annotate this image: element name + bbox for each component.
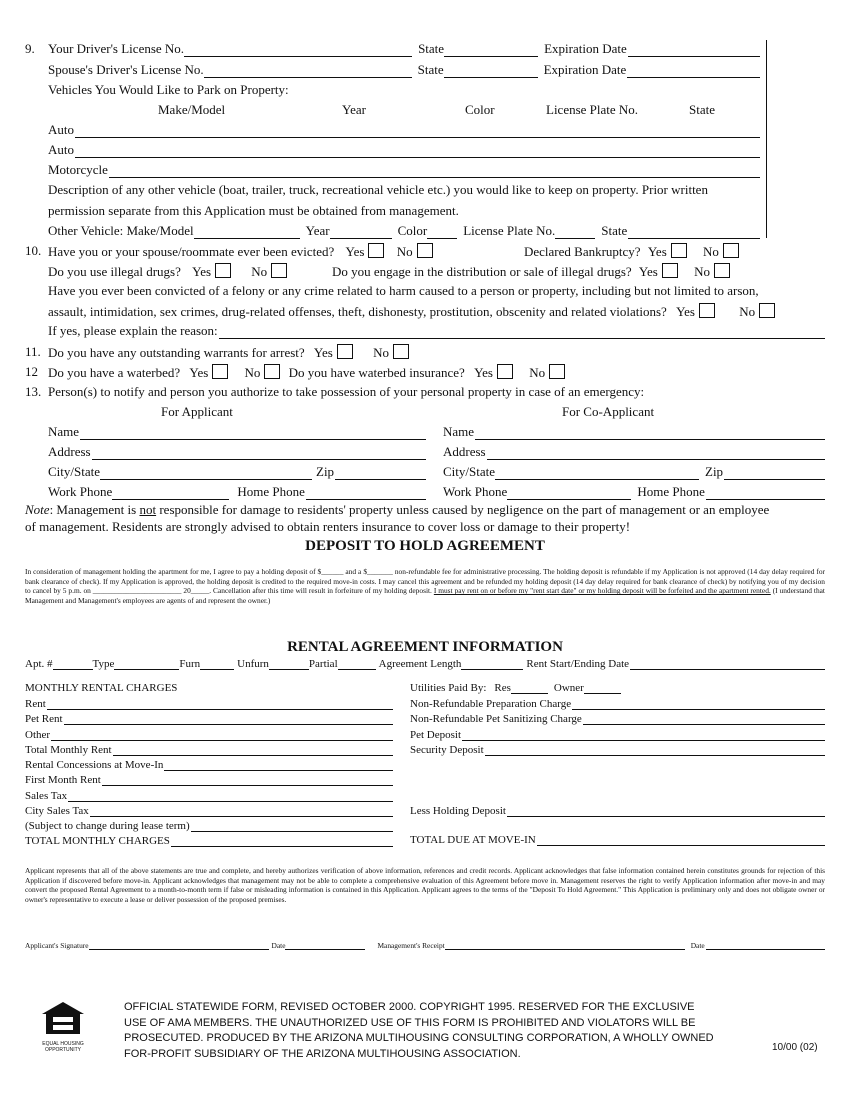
drugs-yes-checkbox[interactable] [215, 263, 231, 278]
deposit-charge-field[interactable] [485, 743, 825, 756]
applicant-zip-field[interactable] [335, 467, 426, 480]
item-number-13: 13. [25, 384, 42, 399]
applicant-signature-field[interactable] [89, 941, 269, 950]
deposit-charge-field[interactable] [583, 712, 825, 725]
charge-label: Sales Tax [25, 790, 68, 802]
footer-line-2: USE OF AMA MEMBERS. THE UNAUTHORIZED USE OF THIS FORM IS PROHIBITED AND VIOLATORS WILL BE [124, 1016, 696, 1029]
explain-field[interactable] [219, 326, 825, 339]
evicted-no-checkbox[interactable] [417, 243, 433, 258]
drugs-no-checkbox[interactable] [271, 263, 287, 278]
footer-line-3: PROSECUTED. PRODUCED BY THE ARIZONA MULTIHOUSING CONSULTING CORPORATION, A WHOLLY OWNED [124, 1032, 714, 1044]
spouse-license-field[interactable] [204, 66, 412, 78]
apt-number-field[interactable] [53, 658, 93, 670]
equal-housing-logo [38, 1000, 88, 1053]
applicant-home-phone-field[interactable] [306, 487, 426, 500]
other-make-field[interactable] [194, 227, 300, 239]
coapplicant-contact-address-field[interactable] [487, 447, 825, 460]
deposit-charge-row [410, 728, 825, 741]
less-holding-field[interactable] [507, 804, 825, 817]
charge-label: (Subject to change during lease term) [25, 820, 190, 832]
applicant-name-row: Name [48, 424, 426, 440]
distribution-no-checkbox[interactable] [714, 263, 730, 278]
charge-label: Other [25, 729, 51, 741]
vehicles-intro: Vehicles You Would Like to Park on Property: [48, 82, 289, 97]
applicant-address-row: Address [48, 444, 426, 460]
item-number-9: 9. [25, 41, 35, 56]
charge-amount-field[interactable] [164, 758, 393, 771]
applicant-work-phone-field[interactable] [112, 488, 229, 500]
deposit-charge-row [410, 697, 825, 710]
driver-license-row: Your Driver's License No. State Expiration Date [48, 41, 760, 57]
applicant-city-field[interactable] [100, 468, 312, 480]
charge-label: City Sales Tax [25, 805, 89, 817]
less-holding-row: Less Holding Deposit [410, 804, 825, 817]
coapplicant-phone-row: Work Phone Home Phone [443, 484, 825, 500]
deposit-charge-field[interactable] [572, 697, 825, 710]
monthly-charges-heading [25, 682, 393, 694]
item-number-11: 11. [25, 344, 41, 359]
other-plate-field[interactable] [555, 227, 595, 239]
bankruptcy-no-checkbox[interactable] [723, 243, 739, 258]
deposit-charge-row [410, 743, 825, 756]
applicant-date-field[interactable] [285, 941, 365, 950]
other-color-field[interactable] [427, 227, 457, 239]
charge-amount-field[interactable] [64, 712, 393, 725]
note-line-1: Note: Management is not responsible for damage to residents' property unless caused by negligence on the part of management or an employee [25, 502, 770, 517]
warrants-question: Do you have any outstanding warrants for arrest? Yes No [48, 344, 412, 361]
charge-row [25, 712, 393, 725]
explain-row: If yes, please explain the reason: [48, 323, 825, 339]
equal-housing-icon [38, 1000, 88, 1036]
management-receipt-field[interactable] [445, 941, 685, 950]
coapplicant-zip-field[interactable] [724, 467, 825, 480]
charge-label: Rent [25, 698, 46, 710]
coapplicant-city-row: City/State Zip [443, 464, 825, 480]
bankruptcy-question: Declared Bankruptcy? Yes No [524, 243, 742, 260]
other-state-field[interactable] [628, 226, 760, 239]
col-state: State [689, 102, 715, 117]
col-make-model: Make/Model [158, 102, 226, 117]
drugs-question: Do you use illegal drugs? Yes No [48, 263, 290, 280]
charge-amount-field[interactable] [113, 743, 393, 756]
waterbed-no-checkbox[interactable] [264, 364, 280, 379]
furn-field[interactable] [200, 658, 234, 670]
evicted-question: Have you or your spouse/roommate ever been evicted? Yes No [48, 243, 436, 260]
deposit-charge-field[interactable] [462, 728, 825, 741]
applicant-contact-address-field[interactable] [92, 447, 426, 460]
emergency-contact-question: Person(s) to notify and person you authorize to take possession of your personal property in case of an emergency: [48, 384, 645, 399]
coapplicant-address-row: Address [443, 444, 825, 460]
driver-expiration-field[interactable] [628, 44, 760, 57]
auto-2-field[interactable] [75, 145, 760, 158]
deposit-charge-label: Non-Refundable Pet Sanitizing Charge [410, 713, 582, 725]
footer-line-4: FOR-PROFIT SUBSIDIARY OF THE ARIZONA MULTIHOUSING ASSOCIATION. [124, 1047, 521, 1060]
insurance-no-checkbox[interactable] [549, 364, 565, 379]
logo-text-1: EQUAL HOUSING [42, 1041, 84, 1047]
felony-yes-checkbox[interactable] [699, 303, 715, 318]
distribution-question: Do you engage in the distribution or sale of illegal drugs? Yes No [332, 263, 733, 280]
deposit-paragraph: In consideration of management holding the apartment for me, I agree to pay a holding deposit of $______ and a $_______ non-refundable fee for administrative processing. The holding deposit is refundable if my Application is not approved (14 day delay required for bank clearance of check). If my Application is approved, the holding deposit is credited to the required move-in costs. I may cancel this agreement and be refunded my holding deposit (14 day delay required for bank clearance of check) by notifying you of my decision to cancel by 5 p.m. on ________________________ 20_____. Cancellation after this time will result in forfeiture of my holding deposit. I must pay rent on or before my "rent start date" or my holding deposit will be forfeited and the apartment rented. (I understand that Management and Management's employees are agents of and represent the owner.) [25, 567, 825, 605]
charge-amount-field[interactable] [51, 728, 393, 741]
charge-label: Total Monthly Rent [25, 744, 112, 756]
for-coapplicant-heading: For Co-Applicant [562, 404, 655, 419]
charge-row [25, 834, 393, 847]
applicant-contact-name-field[interactable] [80, 427, 426, 440]
charge-amount-field[interactable] [47, 697, 393, 710]
spouse-state-field[interactable] [444, 66, 538, 78]
motorcycle-row: Motorcycle [48, 162, 760, 178]
auto-row-2: Auto [48, 142, 760, 158]
waterbed-yes-checkbox[interactable] [212, 364, 228, 379]
waterbed-question: Do you have a waterbed? Yes No Do you have waterbed insurance? Yes No [48, 364, 568, 381]
other-vehicle-description-1: Description of any other vehicle (boat, trailer, truck, recreational vehicle etc.) you would like to keep on property. Prior written [48, 182, 708, 197]
applicant-phone-row: Work Phone Home Phone [48, 484, 426, 500]
certification-paragraph: Applicant represents that all of the above statements are true and complete, and hereby authorizes verification of above information, references and credit records. Applicant acknowledges that false information contained herein constitutes grounds for rejection of this Application if discovered before move-in. Applicant acknowledges that management may not be able to complete a comprehensive evaluation of this Agreement before move in. Management reserves the right to verify Application information after move-in and may convert the proposed Rental Agreement to a month-to-month term if false or misleading information is contained in this Application. Applicant agrees to the terms of the "Deposit To Hold Agreement." This Application is preliminary only and does not obligate owner or owner's representative to execute a lease or deliver possession of the proposed premises. [25, 866, 825, 904]
evicted-yes-checkbox[interactable] [368, 243, 384, 258]
col-color: Color [465, 102, 495, 117]
note-label: Note [25, 502, 50, 517]
utilities-owner-field[interactable] [584, 682, 621, 694]
rental-title: RENTAL AGREEMENT INFORMATION [287, 639, 563, 655]
insurance-yes-checkbox[interactable] [497, 364, 513, 379]
auto-row-1: Auto [48, 122, 760, 138]
partial-field[interactable] [338, 658, 376, 670]
charge-label: Rental Concessions at Move-In [25, 759, 164, 771]
management-date-field[interactable] [706, 941, 825, 950]
charge-row [25, 773, 393, 786]
charge-amount-field[interactable] [90, 804, 393, 817]
total-due-row: TOTAL DUE AT MOVE-IN [410, 833, 825, 846]
distribution-yes-checkbox[interactable] [662, 263, 678, 278]
charge-row [25, 804, 393, 817]
charge-label: First Month Rent [25, 774, 101, 786]
charge-row [25, 789, 393, 802]
charge-label: TOTAL MONTHLY CHARGES [25, 835, 170, 847]
total-due-field[interactable] [537, 833, 825, 846]
warrants-yes-checkbox[interactable] [337, 344, 353, 359]
col-license-plate: License Plate No. [546, 102, 639, 117]
unfurn-field[interactable] [269, 658, 309, 670]
motorcycle-field[interactable] [109, 165, 760, 178]
coapplicant-city-field[interactable] [495, 468, 699, 480]
charge-row [25, 728, 393, 741]
utilities-row: Utilities Paid By: Res Owner [410, 682, 660, 694]
coapplicant-contact-name-field[interactable] [475, 427, 825, 440]
deposit-charge-label: Non-Refundable Preparation Charge [410, 698, 572, 710]
charge-row [25, 697, 393, 710]
felony-question-1: Have you ever been convicted of a felony or any crime related to harm caused to a person or property, including but not limited to arson, [48, 283, 759, 298]
deposit-charge-label: Security Deposit [410, 744, 484, 756]
item-number-10: 10. [25, 243, 42, 258]
bankruptcy-yes-checkbox[interactable] [671, 243, 687, 258]
section-border [766, 40, 767, 238]
felony-no-checkbox[interactable] [759, 303, 775, 318]
other-vehicle-row: Other Vehicle: Make/Model Year Color License Plate No. State [48, 223, 760, 239]
deposit-charge-label: Pet Deposit [410, 729, 462, 741]
charge-row [25, 819, 393, 832]
for-applicant-heading: For Applicant [161, 404, 233, 419]
item-number-12: 12 [25, 364, 38, 379]
auto-1-field[interactable] [75, 125, 760, 138]
driver-state-field[interactable] [444, 45, 538, 57]
charge-label: Pet Rent [25, 713, 63, 725]
charge-row [25, 743, 393, 756]
spouse-expiration-field[interactable] [627, 65, 760, 78]
spouse-license-row: Spouse's Driver's License No. State Expiration Date [48, 62, 760, 78]
charge-amount-field[interactable] [68, 789, 393, 802]
logo-text-2: OPPORTUNITY [44, 1047, 82, 1053]
driver-license-field[interactable] [184, 45, 412, 57]
coapplicant-work-phone-field[interactable] [507, 488, 631, 500]
other-vehicle-description-2: permission separate from this Application must be obtained from management. [48, 203, 459, 218]
form-version: 10/00 (02) [772, 1042, 818, 1053]
deposit-title: DEPOSIT TO HOLD AGREEMENT [305, 538, 545, 554]
charge-amount-field[interactable] [102, 773, 393, 786]
agreement-length-field[interactable] [461, 658, 523, 670]
charge-amount-field[interactable] [171, 834, 393, 847]
warrants-no-checkbox[interactable] [393, 344, 409, 359]
footer-line-1: OFFICIAL STATEWIDE FORM, REVISED OCTOBER 2000. COPYRIGHT 1995. RESERVED FOR THE EXCLUSIVE [124, 1001, 695, 1013]
apartment-info-row: Apt. # Type Furn Unfurn Partial Agreement Length Rent Start/Ending Date [25, 657, 825, 670]
coapplicant-name-row: Name [443, 424, 825, 440]
charge-label: MONTHLY RENTAL CHARGES [25, 682, 178, 694]
rent-dates-field[interactable] [630, 657, 825, 670]
applicant-city-row: City/State Zip [48, 464, 426, 480]
signature-row: Applicant's Signature Date Management's Receipt Date [25, 941, 825, 950]
col-year: Year [342, 102, 366, 117]
felony-question-2: assault, intimidation, sex crimes, drug-related offenses, theft, dishonesty, prostitution, obscenity and related violations? Yes No [48, 303, 778, 320]
other-year-field[interactable] [330, 227, 392, 239]
charge-row [25, 758, 393, 771]
charge-amount-field[interactable] [191, 819, 393, 832]
footer-text [124, 1000, 714, 1062]
type-field[interactable] [114, 658, 179, 670]
note-line-2: of management. Residents are strongly advised to obtain renters insurance to cover loss or damage to their property! [25, 519, 631, 534]
coapplicant-home-phone-field[interactable] [706, 487, 825, 500]
deposit-charge-row [410, 712, 825, 725]
utilities-res-field[interactable] [511, 682, 548, 694]
